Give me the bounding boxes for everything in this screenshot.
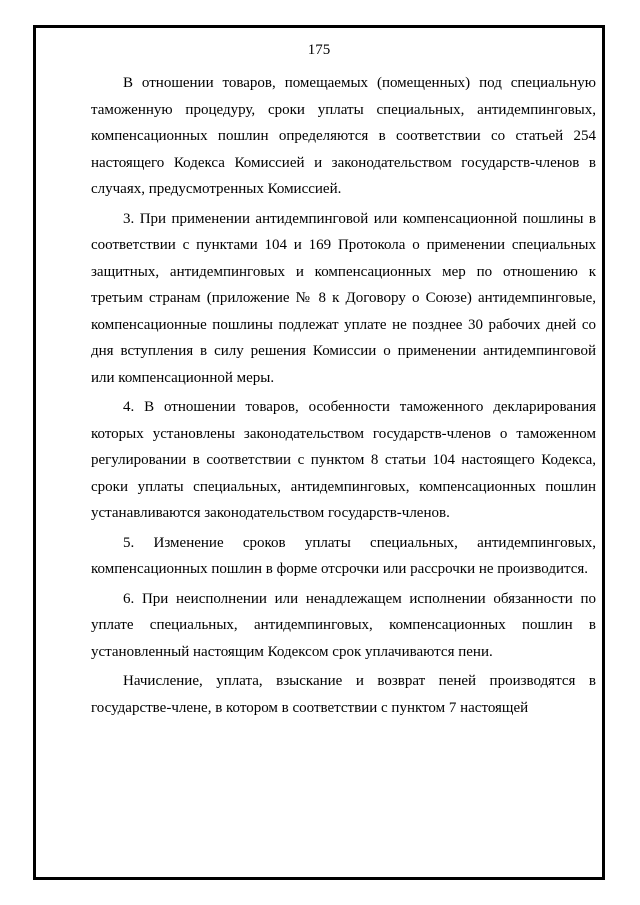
- paragraph-item-4: 4. В отношении товаров, особенности таможенного декларирования которых установлены законодательством государств-членов о таможенном регулировании в соответствии с пунктом 8 статьи 104 настоящего Кодекса, сроки уплаты специальных, антидемпинговых, компенсационных пошлин устанавливаются законодательством государств-членов.: [91, 399, 596, 521]
- page-frame: [33, 25, 605, 880]
- body-text: [91, 70, 596, 724]
- paragraph-special-procedure: В отношении товаров, помещаемых (помещенных) под специальную таможенную процедуру, сроки уплаты специальных, антидемпинговых, компенсационных пошлин определяются в соответствии со статьей 254 настоящего Кодекса Комиссией и законодательством государств-членов в случаях, предусмотренных Комиссией.: [91, 75, 596, 197]
- paragraph-item-6: 6. При неисполнении или ненадлежащем исполнении обязанности по уплате специальных, антидемпинговых, компенсационных пошлин в установленный настоящим Кодексом срок уплачиваются пени.: [91, 590, 596, 660]
- page-number: 175: [307, 42, 331, 58]
- paragraph-penalties: Начисление, уплата, взыскание и возврат пеней производятся в государстве-члене, в котором в соответствии с пунктом 7 настоящей: [91, 673, 596, 716]
- paragraph-item-5: 5. Изменение сроков уплаты специальных, антидемпинговых, компенсационных пошлин в форме отсрочки или рассрочки не производится.: [91, 534, 596, 577]
- paragraph-item-3: 3. При применении антидемпинговой или компенсационной пошлины в соответствии с пунктами 104 и 169 Протокола о применении специальных защитных, антидемпинговых и компенсационных мер по отношению к третьим странам (приложение № 8 к Договору о Союзе) антидемпинговые, компенсационные пошлины подлежат уплате не позднее 30 рабочих дней со дня вступления в силу решения Комиссии о применении антидемпинговой или компенсационной меры.: [91, 210, 596, 386]
